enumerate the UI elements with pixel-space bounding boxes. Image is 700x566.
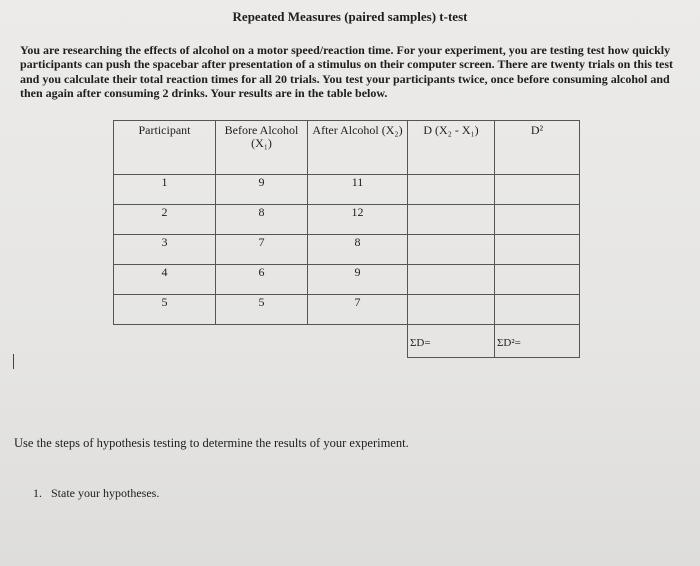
cell-d2	[495, 175, 580, 205]
cell-participant: 2	[114, 205, 216, 235]
cell-after: 11	[308, 175, 408, 205]
text-cursor-mark	[13, 354, 14, 369]
table-row	[114, 235, 580, 265]
cell-before: 5	[216, 295, 308, 325]
cell-after: 7	[308, 295, 408, 325]
cell-after: 12	[308, 205, 408, 235]
cell-participant: 4	[114, 265, 216, 295]
header-difference: D (X₂ - X₁)	[408, 121, 495, 175]
cell-d	[408, 205, 495, 235]
cell-participant: 3	[114, 235, 216, 265]
question-number: 1.	[33, 486, 42, 500]
cell-after: 8	[308, 235, 408, 265]
table-row	[114, 265, 580, 295]
question-1	[33, 486, 159, 501]
instructions-text: Use the steps of hypothesis testing to determine the results of your experiment.	[14, 436, 409, 450]
sum-d-label: ΣD=	[410, 337, 431, 349]
cell-d	[408, 295, 495, 325]
header-difference-squared: D²	[495, 121, 580, 175]
sum-spacer	[308, 325, 408, 358]
cell-d	[408, 265, 495, 295]
sum-d2-label: ΣD²=	[497, 337, 521, 349]
results-table	[113, 120, 580, 358]
cell-before: 6	[216, 265, 308, 295]
sum-d2-cell[interactable]	[495, 325, 580, 358]
table-row	[114, 295, 580, 325]
cell-d2	[495, 235, 580, 265]
cell-d	[408, 175, 495, 205]
cell-d2	[495, 205, 580, 235]
sum-spacer	[114, 325, 216, 358]
header-after-alcohol: After Alcohol (X₂)	[308, 121, 408, 175]
intro-paragraph: You are researching the effects of alcohol on a motor speed/reaction time. For your experiment, you are testing test how quickly participants can push the spacebar after presentation of a stimulus on their computer screen. There are twenty trials on this test and you calculate their total reaction times for all 20 trials. You test your participants twice, once before consuming alcohol and then again after consuming 2 drinks. Your results are in the table below.	[20, 43, 673, 100]
cell-d2	[495, 265, 580, 295]
cell-before: 7	[216, 235, 308, 265]
cell-after: 9	[308, 265, 408, 295]
question-text: State your hypotheses.	[51, 486, 160, 500]
header-before-alcohol: Before Alcohol (X₁)	[216, 121, 308, 175]
sum-row	[114, 325, 580, 358]
header-participant: Participant	[114, 121, 216, 175]
cell-d2	[495, 295, 580, 325]
table-header-row	[114, 121, 580, 175]
document-title: Repeated Measures (paired samples) t-test	[232, 9, 468, 24]
table-row	[114, 205, 580, 235]
cell-participant: 5	[114, 295, 216, 325]
cell-before: 8	[216, 205, 308, 235]
cell-before: 9	[216, 175, 308, 205]
sum-spacer	[216, 325, 308, 358]
cell-participant: 1	[114, 175, 216, 205]
cell-d	[408, 235, 495, 265]
table-row	[114, 175, 580, 205]
sum-d-cell[interactable]	[408, 325, 495, 358]
